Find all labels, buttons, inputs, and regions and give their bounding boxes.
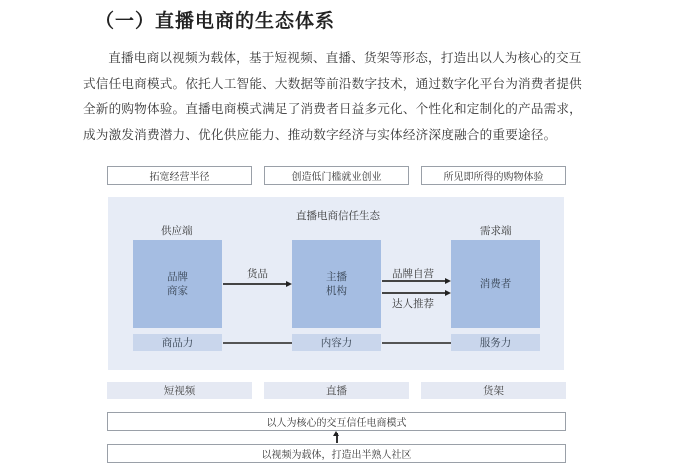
form-livestream: 直播 bbox=[264, 382, 409, 399]
paragraph-line-4: 成为激发消费潜力、优化供应能力、推动数字经济与实体经济深度融合的重要途径。 bbox=[83, 126, 557, 142]
supply-side-label: 供应端 bbox=[161, 225, 193, 237]
capability-service: 服务力 bbox=[451, 334, 540, 351]
arrow-up-icon bbox=[333, 431, 339, 436]
node-label: 品牌 bbox=[167, 271, 188, 283]
form-shelf: 货架 bbox=[421, 382, 566, 399]
capability-connector-1 bbox=[223, 342, 292, 344]
node-label: 主播 bbox=[326, 271, 347, 283]
arrow-label-influencer: 达人推荐 bbox=[392, 298, 434, 310]
arrow-right-icon bbox=[286, 281, 292, 287]
intro-paragraph bbox=[83, 45, 621, 147]
capability-product: 商品力 bbox=[133, 334, 222, 351]
model-box: 以人为核心的交互信任电商模式 bbox=[107, 412, 566, 431]
node-brand-merchant bbox=[133, 240, 222, 328]
ecosystem-title: 直播电商信任生态 bbox=[296, 210, 380, 222]
section-title: （一）直播电商的生态体系 bbox=[95, 10, 336, 32]
node-label: 机构 bbox=[326, 285, 347, 297]
paragraph-line-2: 式信任电商模式。依托人工智能、大数据等前沿数字技术，通过数字化平台为消费者提供 bbox=[83, 75, 582, 91]
capability-content: 内容力 bbox=[292, 334, 381, 351]
arrow-label-goods: 货品 bbox=[247, 268, 268, 280]
arrow-right-icon bbox=[445, 278, 451, 284]
arrow-right-icon bbox=[445, 290, 451, 296]
form-short-video: 短视频 bbox=[107, 382, 252, 399]
arrow-influencer-line bbox=[382, 292, 445, 294]
paragraph-line-1: 直播电商以视频为载体，基于短视频、直播、货架等形态，打造出以人为核心的交互 bbox=[108, 50, 582, 65]
arrow-label-brand-self: 品牌自营 bbox=[392, 268, 434, 280]
benefit-box-3: 所见即所得的购物体验 bbox=[421, 166, 566, 185]
benefit-box-2: 创造低门槛就业创业 bbox=[264, 166, 409, 185]
capability-connector-2 bbox=[382, 342, 451, 344]
node-anchor-agency bbox=[292, 240, 381, 328]
benefit-box-1: 拓宽经营半径 bbox=[107, 166, 252, 185]
paragraph-line-3: 全新的购物体验。直播电商模式满足了消费者日益多元化、个性化和定制化的产品需求， bbox=[83, 101, 582, 116]
arrow-goods-line bbox=[223, 283, 286, 285]
demand-side-label: 需求端 bbox=[480, 225, 512, 237]
base-box: 以视频为载体，打造出半熟人社区 bbox=[107, 444, 566, 463]
node-label: 商家 bbox=[167, 285, 188, 297]
arrow-brand-self-line bbox=[382, 280, 445, 282]
node-label: 消费者 bbox=[479, 278, 512, 290]
node-consumer bbox=[451, 240, 540, 328]
